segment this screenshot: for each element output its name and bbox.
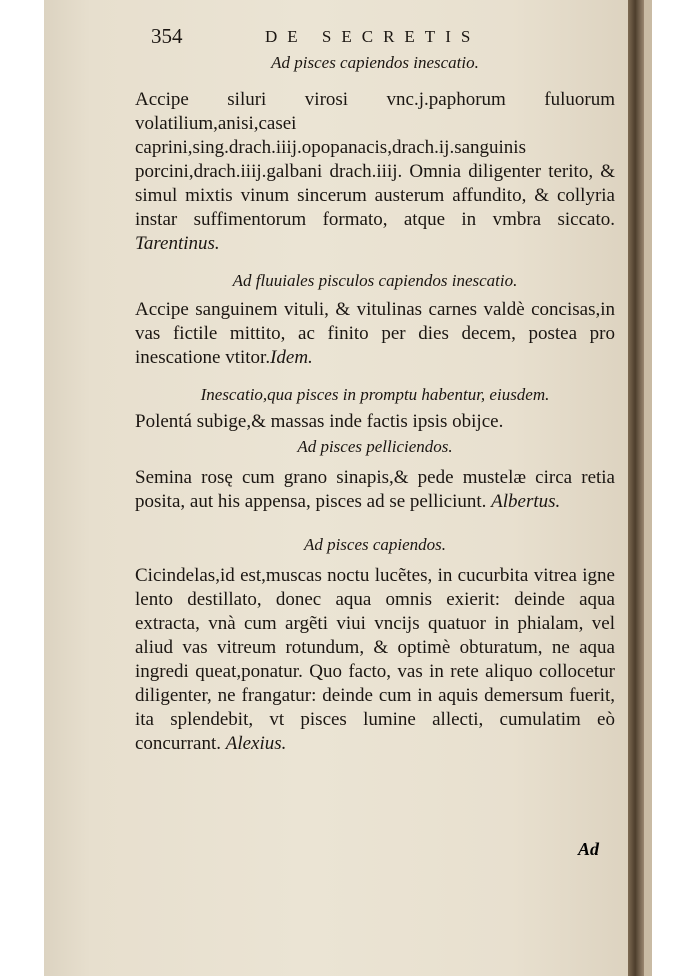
section-title: Ad fluuiales pisculos capiendos inescatio.	[232, 271, 518, 290]
section-body	[135, 466, 615, 514]
section-title: Ad pisces pelliciendos.	[297, 437, 453, 456]
section-title: Ad pisces capiendos inescatio.	[271, 53, 479, 72]
page-gutter-edge	[628, 0, 644, 976]
section-text: Accipe sanguinem vituli, & vitulinas carnes valdè concisas,in vas fictile mittito, ac finito per dies decem, postea pro inescatione vtitor.	[135, 299, 615, 368]
section-body	[135, 88, 615, 256]
section-title: Ad pisces capiendos.	[303, 535, 447, 554]
page-edge-strip	[644, 0, 652, 976]
running-title: DE SECRETIS	[265, 27, 481, 46]
section-author: Alexius.	[225, 733, 287, 754]
section-title: Inescatio,qua pisces in promptu habentur, eiusdem.	[200, 385, 550, 404]
section-author: Idem.	[270, 347, 313, 368]
catchword-row	[135, 832, 615, 860]
section-text: Semina rosę cum grano sinapis,& pede mustelæ circa retia posita, aut his appensa, pisces ad se pelliciunt.	[135, 467, 615, 512]
page-content	[135, 24, 615, 756]
section-body	[135, 298, 615, 370]
section-body	[135, 410, 615, 434]
catchword: Ad	[577, 839, 599, 859]
section-author: Albertus.	[491, 491, 561, 512]
section-author: Tarentinus.	[135, 233, 220, 254]
section-text: Polentá subige,& massas inde factis ipsis obijce.	[135, 411, 504, 432]
page-header	[135, 24, 615, 48]
page-number: 354	[151, 24, 183, 48]
section-body	[135, 564, 615, 756]
section-text: Accipe siluri virosi vnc.j.paphorum fuluorum volatilium,anisi,casei caprini,sing.drach.iiij.opopanacis,drach.ij.sanguinis porcini,drach.iiij.galbani drach.iiij. Omnia diligenter terito, & simul mixtis vinum sincerum austerum affundito, & collyria instar suffimentorum formato, atque in vmbra siccato.	[135, 89, 615, 230]
section-text: Cicindelas,id est,muscas noctu lucẽtes, in cucurbita vitrea igne lento destillato, donec aqua omnis exierit: deinde aqua extracta, vnà cum argẽti viui vncijs quatuor in phialam, vel aliud vas vitreum rotundum, & optimè obturatum, ne aqua ingredi queat,ponatur. Quo facto, vas in rete aliquo collocetur diligenter, ne frangatur: deinde cum in aquis demersum fuerit, ita splendebit, vt pisces lumine allecti, cumulatim eò concurrant.	[135, 565, 615, 754]
